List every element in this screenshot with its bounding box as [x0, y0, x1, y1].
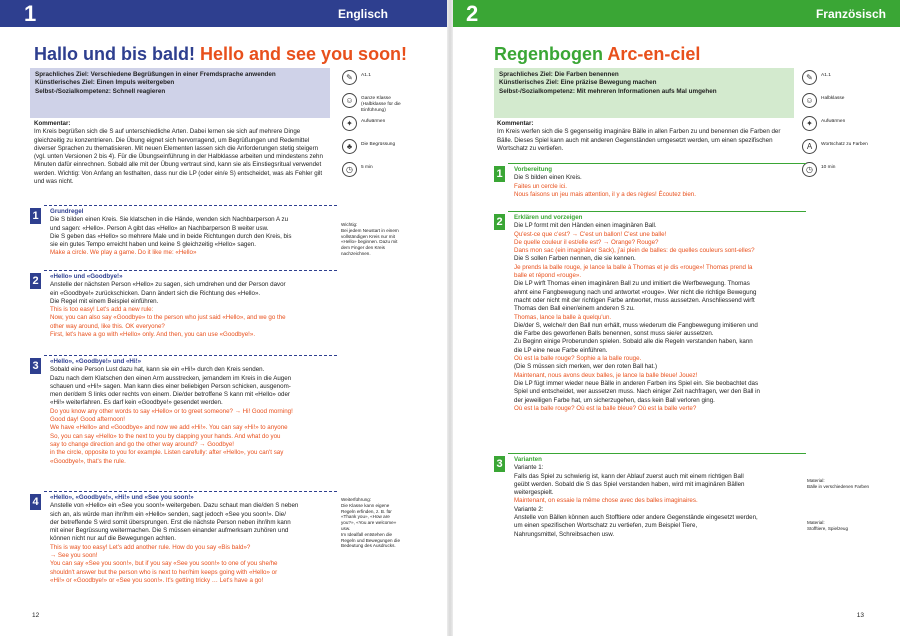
text-line: Die LP fügt immer wieder neue Bälle in anderen Farben ins Spiel ein. Sie beobachtet das — [514, 379, 759, 387]
right-section-3-heading: Varianten — [514, 456, 542, 463]
text-line: die Farbe des geworfenen Balls benennen, sonst muss sie/er aussetzen. — [514, 330, 714, 338]
text-line: This is too easy! Let's add a new rule: — [50, 306, 154, 314]
left-page-badge-number: 1 — [24, 1, 37, 26]
text-line: Thomas, lance la balle à quelqu'un. — [514, 313, 612, 321]
text-line: Qu'est-ce que c'est? → C'est un ballon! C'est une balle! — [514, 230, 667, 238]
right-title-fr: Arc-en-ciel — [607, 44, 701, 64]
text-line: weitergespielt. — [514, 489, 554, 497]
right-comment-title: Kommentar: — [497, 120, 534, 127]
left-comment — [34, 120, 328, 186]
right-page — [450, 0, 900, 636]
right-comment-text: Im Kreis werfen sich die S gegenseitig imaginäre Bälle in allen Farben zu und benennen die Farben der Bälle. Dieses Spiel kann auch mit anderen Gegenständen umgesetzt werden, um einen spezifischen Wortschatz zu vertiefen. — [497, 128, 781, 152]
text-line: You can say «See you soon!», but if you say «See you soon!» to one of you she/he — [50, 560, 278, 568]
text-line: Die S geben das «Hello» so mehrere Male und in beide Richtungen durch den Kreis, bis — [50, 232, 292, 240]
left-section-1-body — [50, 208, 335, 258]
right-header-bar — [450, 0, 900, 27]
text-line: der betreffende S wird somit übersprungen. Erst die nächste Person neben ihr/ihm kann — [50, 518, 291, 526]
right-icon-label-topic: Wortschatz zu Farben — [821, 142, 868, 147]
right-section-2 — [494, 214, 804, 444]
level-icon: ✎ — [342, 70, 357, 85]
left-icon-column — [342, 70, 412, 185]
text-line: Die LP wirft Thomas einen imaginären Ball zu und imitiert die Werfbewegung. Thomas — [514, 280, 750, 288]
group-icon: ☺ — [342, 93, 357, 108]
text-line: We have «Hello» and «Goodbye» and now we add «Hi!». You can say «Hi!» to anyone — [50, 424, 288, 432]
vocab-icon: A — [802, 139, 817, 154]
left-side-note-extension: Weiterführung: Die Klasse kann eigene Regeln erfinden, z. B. für «Thank you», «How are you?», «You are welcome» usw. Im Idealfall entstehen die Regeln und Bewegungen die Bedeutung des Ausdrucks. — [341, 497, 401, 549]
text-line: «Goodbye!», that's the rule. — [50, 457, 126, 465]
warmup-icon: ✦ — [342, 116, 357, 131]
text-line: macht oder nicht mit der richtigen Farbe antwortet, muss aussetzen. Anschliessend wirft — [514, 296, 755, 304]
text-line: Thomas den Ball einer/einem anderen S zu. — [514, 305, 635, 313]
right-section-1-heading: Vorbereitung — [514, 166, 553, 173]
text-line: Maintenant, nous avons deux balles, je lance la balle bleue! Jouez! — [514, 371, 698, 379]
text-line: So, you can say «Hello» to the next to you by clapping your hands. And what do you — [50, 432, 281, 440]
left-goals-box — [30, 68, 330, 118]
right-section-2-number: 2 — [494, 214, 505, 230]
left-goal-3: Selbst-/Sozialkompetenz: Schnell reagieren — [35, 87, 166, 95]
left-goal-2: Künstlerisches Ziel: Einen Impuls weitergeben — [35, 79, 175, 87]
text-line: um einen spezifischen Wortschatz zu vertiefen, zum Beispiel Tiere, — [514, 522, 698, 530]
text-line: balle et répond «rouge». — [514, 272, 582, 280]
text-line: This is way too easy! Let's add another rule. How do you say «Bis bald»? — [50, 543, 251, 551]
left-icon-label-topic: Die Begrüssung — [361, 142, 396, 147]
text-line: → See you soon! — [50, 552, 98, 560]
right-icon-label-time: 10 min — [821, 165, 836, 170]
encounter-icon: ♣ — [342, 139, 357, 154]
left-section-2-body — [50, 273, 335, 339]
text-line: Anstelle von «Hello» ein «See you soon!» weitergeben. Dazu schaut man die/den S neben — [50, 502, 299, 510]
left-icon-label-group: Ganze Klasse (Halbklasse für die Einführung) — [361, 96, 401, 113]
left-title-en: Hello and see you soon! — [200, 44, 408, 64]
left-section-4-number: 4 — [30, 494, 41, 510]
text-line: Do you know any other words to say «Hello» or to greet someone? → Hi! Good morning! — [50, 407, 293, 415]
left-section-1-heading: Grundregel — [50, 208, 84, 215]
text-line: in the circle, opposite to you for example. Listen carefully: after «Hello», you can't say — [50, 449, 284, 457]
level-icon: ✎ — [802, 70, 817, 85]
text-line: können nicht nur auf die Bewegungen achten. — [50, 535, 176, 543]
text-line: other way around, like this. OK everyone? — [50, 322, 165, 330]
right-section-2-body — [514, 214, 804, 413]
text-line: sie ein gutes Tempo erreicht haben und keine S gleichzeitig «Hello» sagen. — [50, 241, 256, 249]
text-line: Die S bilden einen Kreis. — [514, 174, 582, 182]
text-line: First, let's have a go with «Hello» only. And then, you can use «Goodbye!». — [50, 331, 256, 339]
text-line: Die S bilden einen Kreis. Sie klatschen in die Hände, wenden sich Nachbarperson A zu — [50, 216, 289, 224]
right-section-1 — [494, 166, 804, 206]
right-icon-label-warmup: Aufwärmen — [821, 119, 846, 124]
text-line: Sobald eine Person Lust dazu hat, kann sie ein «Hi!» durch den Kreis senden. — [50, 366, 265, 374]
right-side-note-material-2: Material: Stofftiere, Spielzeug — [807, 520, 849, 531]
text-line: Anstelle von Bällen können auch Stofftiere oder andere Gegenstände eingesetzt werden, — [514, 514, 758, 522]
right-section-3-body — [514, 456, 804, 539]
text-line: Make a circle. We play a game. Do it like me: «Hello» — [50, 249, 197, 257]
right-side-note-material-1: Material: Bälle in verschiedenen Farben — [807, 478, 870, 489]
text-line: sich an, als würde man ihr/ihm ein «Hello» senden, sagt jedoch «See you soon!». Die/ — [50, 510, 286, 518]
text-line: Maintenant, on essaie la même chose avec des balles imaginaires. — [514, 497, 698, 505]
right-section-3-number: 3 — [494, 456, 505, 472]
right-section-2-heading: Erklären und vorzeigen — [514, 214, 583, 221]
left-title — [34, 44, 407, 65]
text-line: der jeweiligen Farbe hat, um sicherzugehen, dass kein Ball verloren ging. — [514, 396, 715, 404]
left-icon-label-time: 5 min — [361, 165, 373, 170]
left-section-3-body — [50, 358, 335, 466]
text-line: «Hi!» or «Goodbye!» or «See you soon!». It's getting tricky … Let's have a go! — [50, 576, 264, 584]
left-section-3-heading: «Hello», «Goodbye!» und «Hi!» — [50, 358, 142, 365]
text-line: Variante 1: — [514, 464, 544, 472]
text-line: Die Regel mit einem Beispiel einführen. — [50, 297, 159, 305]
right-icon-label-level: A1.1 — [821, 73, 831, 78]
text-line: Nous faisons un jeu mais attention, il y a des règles! Écoutez bien. — [514, 190, 696, 198]
text-line: geübt werden. Sobald die S das Spiel verstanden haben, wird mit imaginären Bällen — [514, 480, 745, 488]
text-line: Je prends la balle rouge, je lance la balle à Thomas et je dis «rouge»! Thomas prend la — [514, 263, 753, 271]
left-comment-title: Kommentar: — [34, 120, 71, 127]
left-section-1 — [30, 208, 335, 263]
left-section-2-number: 2 — [30, 273, 41, 289]
right-section-1-body — [514, 166, 804, 199]
left-section-4-heading: «Hello», «Goodbye!», «Hi!» und «See you soon!» — [50, 494, 194, 501]
right-page-badge-number: 2 — [466, 1, 479, 26]
left-section-2-heading: «Hello» und «Goodbye!» — [50, 273, 123, 280]
text-line: schauen und «Hi!» sagen. Man kann dies einer beliebigen Person schicken, ausgenom- — [50, 382, 291, 390]
text-line: shouldn't answer but the person who is next to her/him keeps going with «Hello» or — [50, 568, 278, 576]
right-goal-2: Künstlerisches Ziel: Eine präzise Bewegung machen — [499, 79, 657, 87]
right-goals-box — [494, 68, 794, 118]
text-line: Good day! Good afternoon! — [50, 416, 125, 424]
text-line: Où est la balle rouge? Sophie a la balle rouge. — [514, 355, 642, 363]
left-section-4-body — [50, 494, 335, 585]
text-line: Dazu nach dem Klatschen den einen Arm ausstrecken, jemandem im Kreis in die Augen — [50, 374, 292, 382]
right-comment — [497, 120, 797, 153]
text-line: (Die S müssen sich merken, wer den roten Ball hat.) — [514, 363, 658, 371]
right-title-de: Regenbogen — [494, 44, 604, 64]
left-language-label: Englisch — [337, 7, 388, 21]
text-line: Zu Beginn einige Proberunden spielen. Sobald alle die Regeln verstanden haben, kann — [514, 338, 753, 346]
text-line: Now, you can also say «Goodbye» to the person who just said «Hello», and we go the — [50, 314, 286, 322]
text-line: ahmt eine Fangbewegung nach und antwortet «rouge». Wer nicht die richtige Bewegung — [514, 288, 757, 296]
text-line: Anstelle der nächsten Person «Hello» zu sagen, sich umdrehen und der Person davor — [50, 281, 286, 289]
text-line: Faites un cercle ici. — [514, 182, 567, 190]
right-goal-1: Sprachliches Ziel: Die Farben benennen — [499, 71, 619, 78]
text-line: Die S sollen Farben nennen, die sie kennen. — [514, 255, 636, 263]
right-icon-label-group: Halbklasse — [821, 96, 845, 101]
text-line: die LP eine neue Farbe einführen. — [514, 346, 608, 354]
group-icon: ☺ — [802, 93, 817, 108]
left-section-1-number: 1 — [30, 208, 41, 224]
left-icon-label-warmup: Aufwärmen — [361, 119, 386, 124]
left-icon-label-level: A1.1 — [361, 73, 371, 78]
left-header-bar — [0, 0, 450, 27]
right-section-3 — [494, 456, 804, 556]
right-goal-3: Selbst-/Sozialkompetenz: Mit mehreren Informationen aufs Mal umgehen — [499, 87, 717, 95]
text-line: Dans mon sac (ein imaginärer Sack), j'ai plein de balles: de quelles couleurs sont-elles? — [514, 247, 755, 255]
text-line: men der/dem S links oder rechts von einem. Die/der betroffene S kann mit «Hello» oder — [50, 391, 290, 399]
book-gutter — [447, 0, 453, 636]
left-section-4 — [30, 494, 335, 602]
text-line: «Hi!» weiterfahren. Es darf kein «Goodbye!» gesendet werden. — [50, 399, 223, 407]
left-section-2 — [30, 273, 335, 347]
text-line: ein «Goodbye!» zurückschicken. Dann ändert sich die Richtung des «Hello». — [50, 289, 261, 297]
right-title — [494, 44, 700, 65]
right-language-label: Französisch — [815, 7, 886, 21]
left-title-de: Hallo und bis bald! — [34, 44, 195, 64]
text-line: say to change direction and go the other way around? → Goodbye! — [50, 440, 235, 448]
right-section-1-number: 1 — [494, 166, 505, 182]
text-line: Nahrungsmittel, Schreibsachen usw. — [514, 530, 615, 538]
clock-icon: ◷ — [802, 162, 817, 177]
left-section-3 — [30, 358, 335, 483]
warmup-icon: ✦ — [802, 116, 817, 131]
text-line: Variante 2: — [514, 505, 544, 513]
right-page-number: 13 — [856, 612, 864, 619]
left-page-number: 12 — [32, 612, 40, 619]
clock-icon: ◷ — [342, 162, 357, 177]
left-section-3-number: 3 — [30, 358, 41, 374]
left-goal-1: Sprachliches Ziel: Verschiedene Begrüßungen in einer Fremdsprache anwenden — [35, 71, 276, 78]
right-icon-column — [802, 70, 872, 185]
left-comment-text: Im Kreis begrüßen sich die S auf unterschiedliche Arten. Dabei lernen sie sich auf mehrere Dinge gleichzeitig zu konzentrieren. Die Übung eignet sich hervorragend, um Begrüßungen und Redemittel diverser Sprachen zu thematisieren. Mit neuen Elementen lassen sich die Anforderungen stetig steigern (vgl. unten Versionen 2 bis 4). Für die Übungseinführung in der Halbklasse arbeiten und mindestens zehn Minuten dafür einrechnen. Sobald alle mit der Übung vertraut sind, kann sie als Einstiegsritual verwendet werden. Wichtig: Von Anfang an festhalten, dass nur die LP (oder ein/e S) entscheidet, was als Fehler gilt und was nicht. — [34, 128, 323, 186]
left-side-note-important: Wichtig: Bei jedem Neustart in einem vollständigen Kreis nur mit «Hello» beginnen. Dazu mit dem Finger den Kreis nachzeichnen. — [341, 222, 399, 256]
text-line: De quelle couleur il est/elle est? → Orange? Rouge? — [514, 238, 659, 246]
text-line: mit einer Begrüssung weitermachen. Die S müssen einander aufmerksam zuhören und — [50, 527, 289, 535]
text-line: Die/der S, welche/r den Ball nun erhält, muss wiederum die Fangbewegung imitieren und — [514, 321, 758, 329]
text-line: und sagen: «Hello». Person A gibt das «Hello» an Nachbarperson B weiter usw. — [50, 224, 269, 232]
text-line: Où est la balle rouge? Où est la balle bleue? Où est la balle verte? — [514, 404, 697, 412]
text-line: Spiel und entscheidet, wer aussetzen muss. Nach einiger Zeit nachfragen, wer den Ball in — [514, 388, 760, 396]
text-line: Falls das Spiel zu schwierig ist, kann der Ablauf zuerst auch mit einem richtigen Ball — [514, 472, 744, 480]
text-line: Die LP formt mit den Händen einen imaginären Ball. — [514, 222, 657, 230]
